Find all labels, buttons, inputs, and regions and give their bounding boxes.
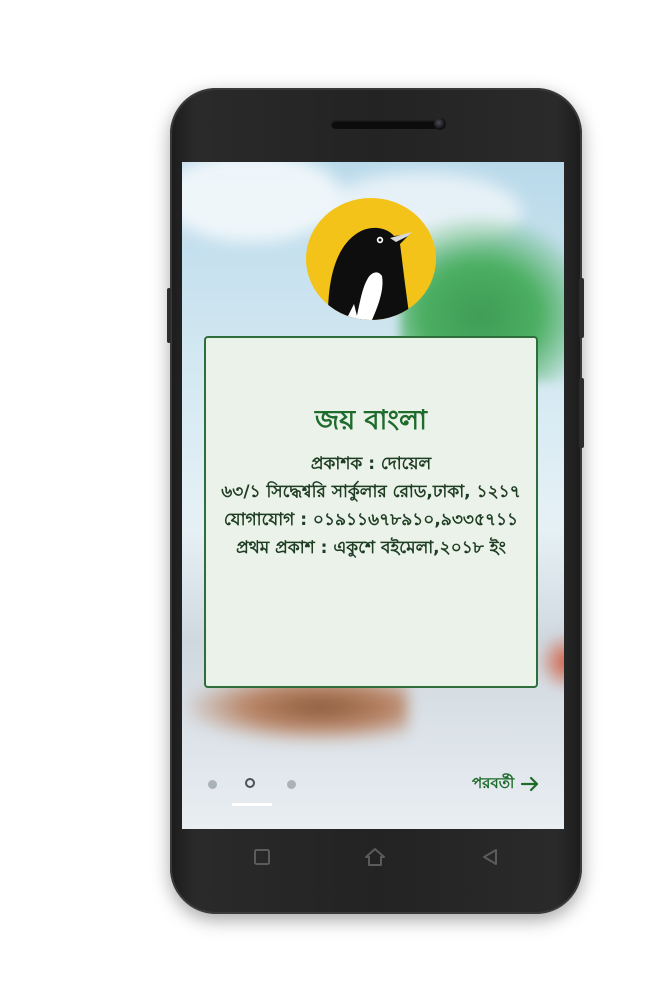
phone-frame (170, 88, 582, 914)
address-line: ৬৩/১ সিদ্ধেশ্বরি সার্কুলার রোড,ঢাকা, ১২১৭ (221, 482, 521, 502)
onboarding-pager (182, 768, 564, 808)
page-dot-2-active[interactable] (245, 778, 255, 788)
earpiece-speaker (331, 120, 441, 129)
recent-apps-icon[interactable] (252, 847, 272, 867)
back-icon[interactable] (480, 847, 500, 867)
volume-button (579, 278, 584, 338)
publisher-line: প্রকাশক : দোয়েল (310, 454, 432, 474)
doyel-bird-logo-icon (306, 198, 436, 320)
arrow-right-icon (520, 776, 540, 792)
contact-line: যোগাযোগ : ০১৯১১৬৭৮৯১০,৯৩৩৫৭১১ (223, 510, 519, 530)
background-flower (537, 632, 564, 692)
app-screen (182, 162, 564, 829)
publisher-logo (306, 198, 436, 320)
side-button-left (167, 288, 171, 343)
page-dot-3[interactable] (287, 780, 296, 789)
page-dot-1[interactable] (208, 780, 217, 789)
home-icon[interactable] (364, 847, 386, 867)
front-camera (434, 118, 446, 130)
first-edition-line: প্রথম প্রকাশ : একুশে বইমেলা,২০১৮ ইং (236, 538, 506, 558)
power-button (579, 378, 584, 448)
next-button[interactable] (472, 770, 540, 798)
book-title: জয় বাংলা (315, 405, 427, 436)
info-card (204, 336, 538, 688)
active-page-indicator (232, 803, 272, 806)
next-button-label: পরবর্তী (472, 773, 515, 792)
system-nav-bar (182, 829, 564, 889)
